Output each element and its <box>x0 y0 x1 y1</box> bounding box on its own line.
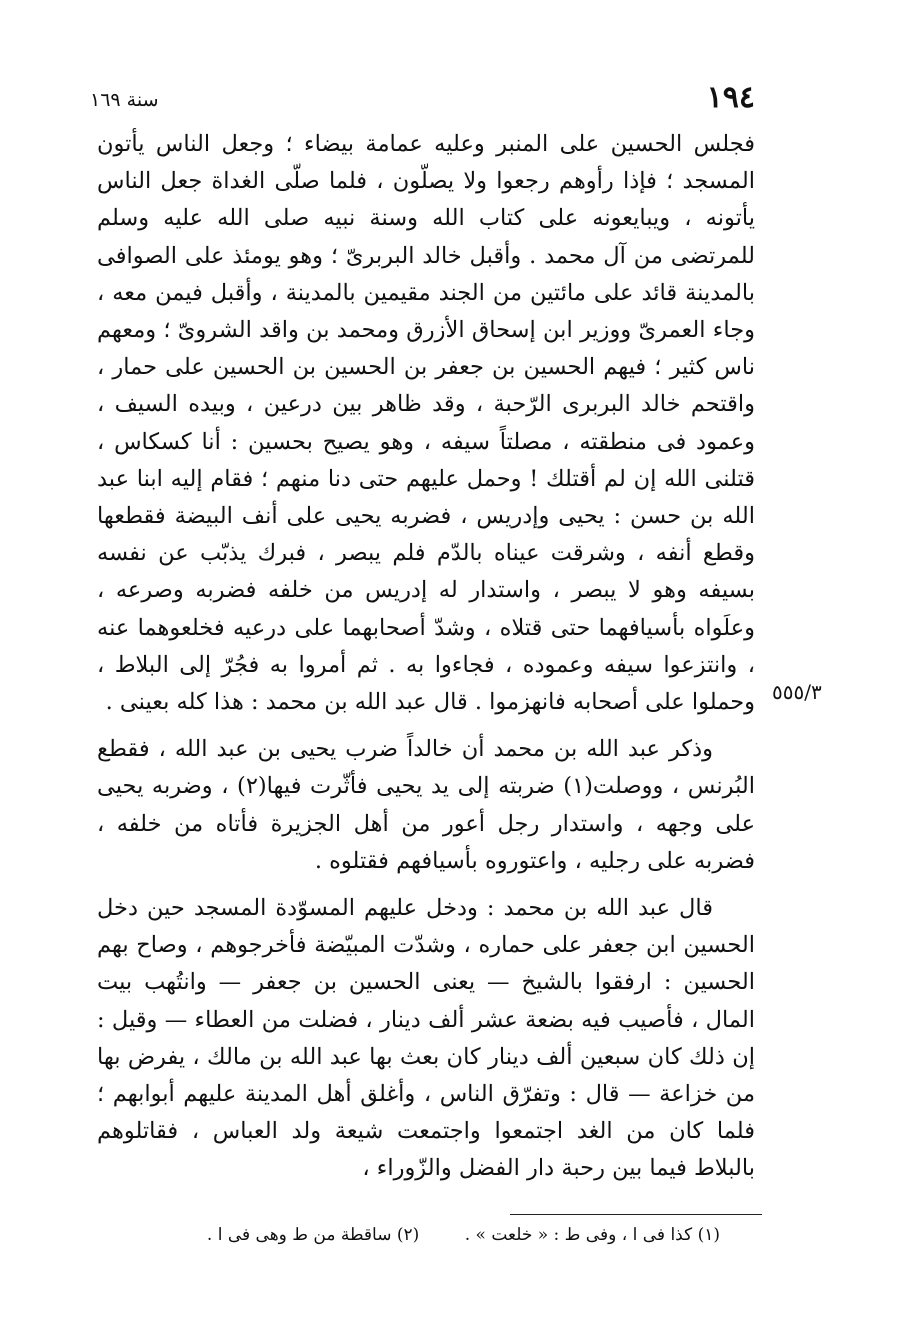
margin-page-reference: ٥٥٥/٣ <box>772 680 822 704</box>
paragraph-battle-account: فجلس الحسين على المنبر وعليه عمامة بيضاء ؛ وجعل الناس يأتون المسجد ؛ فإذا رأوهم رجعوا ولا يصلّون ، فلما صلّى الغداة جعل الناس يأتونه ، ويبايعونه على كتاب الله وسنة نبيه صلى الله عليه وسلم للمرتضى من آل محمد . وأقبل خالد البربرىّ ؛ وهو يومئذ على الصوافى بالمدينة قائد على مائتين من الجند مقيمين بالمدينة ، وأقبل فيمن معه ، وجاء العمرىّ ووزير ابن إسحاق الأزرق ومحمد بن واقد الشروىّ ؛ ومعهم ناس كثير ؛ فيهم الحسين بن جعفر بن الحسين بن الحسين على حمار ، واقتحم خالد البربرى الرّحبة ، وقد ظاهر بين درعين ، وبيده السيف ، وعمود فى منطقته ، مصلتاً سيفه ، وهو يصيح بحسين : أنا كسكاس ، قتلنى الله إن لم أقتلك ! وحمل عليهم حتى دنا منهم ؛ فقام إليه ابنا عبد الله بن حسن : يحيى وإدريس ، فضربه يحيى على أنف البيضة فقطعها وقطع أنفه ، وشرقت عيناه بالدّم فلم يبصر ، فبرك يذبّب عن نفسه بسيفه وهو لا يبصر ، واستدار له إدريس من خلفه فضربه وصرعه ، وعلَواه بأسيافهما حتى قتلاه ، وشدّ أصحابهما على درعيه فخلعوهما عنه ، وانتزعوا سيفه وعموده ، فجاءوا به . ثم أمروا به فجُرّ إلى البلاط ، وحملوا على أصحابه فانهزموا . قال عبد الله بن محمد : هذا كله بعينى . <box>97 131 755 716</box>
paragraph-mosque-events: قال عبد الله بن محمد : ودخل عليهم المسوّدة المسجد حين دخل الحسين ابن جعفر على حماره ، وشدّت المبيّضة فأخرجوهم ، وصاح بهم الحسين : ارفقوا بالشيخ — يعنى الحسين بن جعفر — وانتُهب بيت المال ، فأصيب فيه بضعة عشر ألف دينار ، فضلت من العطاء — وقيل : إن ذلك كان سبعين ألف دينار كان بعث بها عبد الله بن مالك ، يفرض بها من خزاعة — قال : وتفرّق الناس ، وأغلق أهل المدينة عليهم أبوابهم ؛ فلما كان من الغد اجتمعوا واجتمعت شيعة ولد العباس ، فقاتلوهم بالبلاط فيما بين رحبة دار الفضل والزّوراء ، <box>97 895 755 1182</box>
footnotes <box>180 1222 720 1248</box>
body-text <box>97 126 755 1188</box>
page-number: ١٩٤ <box>706 80 755 115</box>
footnote-1: (١) كذا فى ا ، وفى ط : « خلعت » . <box>464 1225 720 1245</box>
footnote-divider <box>510 1214 762 1215</box>
footnote-2: (٢) ساقطة من ط وهى فى ا . <box>206 1225 420 1245</box>
paragraph-khalid-death: وذكر عبد الله بن محمد أن خالداً ضرب يحيى بن عبد الله ، فقطع البُرنس ، ووصلت(١) ضربته إلى يد يحيى فأثّرت فيها(٢) ، وضربه يحيى على وجهه ، واستدار رجل أعور من أهل الجزيرة فأتاه من خلفه ، فضربه على رجليه ، واعتوروه بأسيافهم فقتلوه . <box>97 736 755 874</box>
running-head <box>90 80 755 120</box>
year-label: سنة ١٦٩ <box>90 89 159 111</box>
